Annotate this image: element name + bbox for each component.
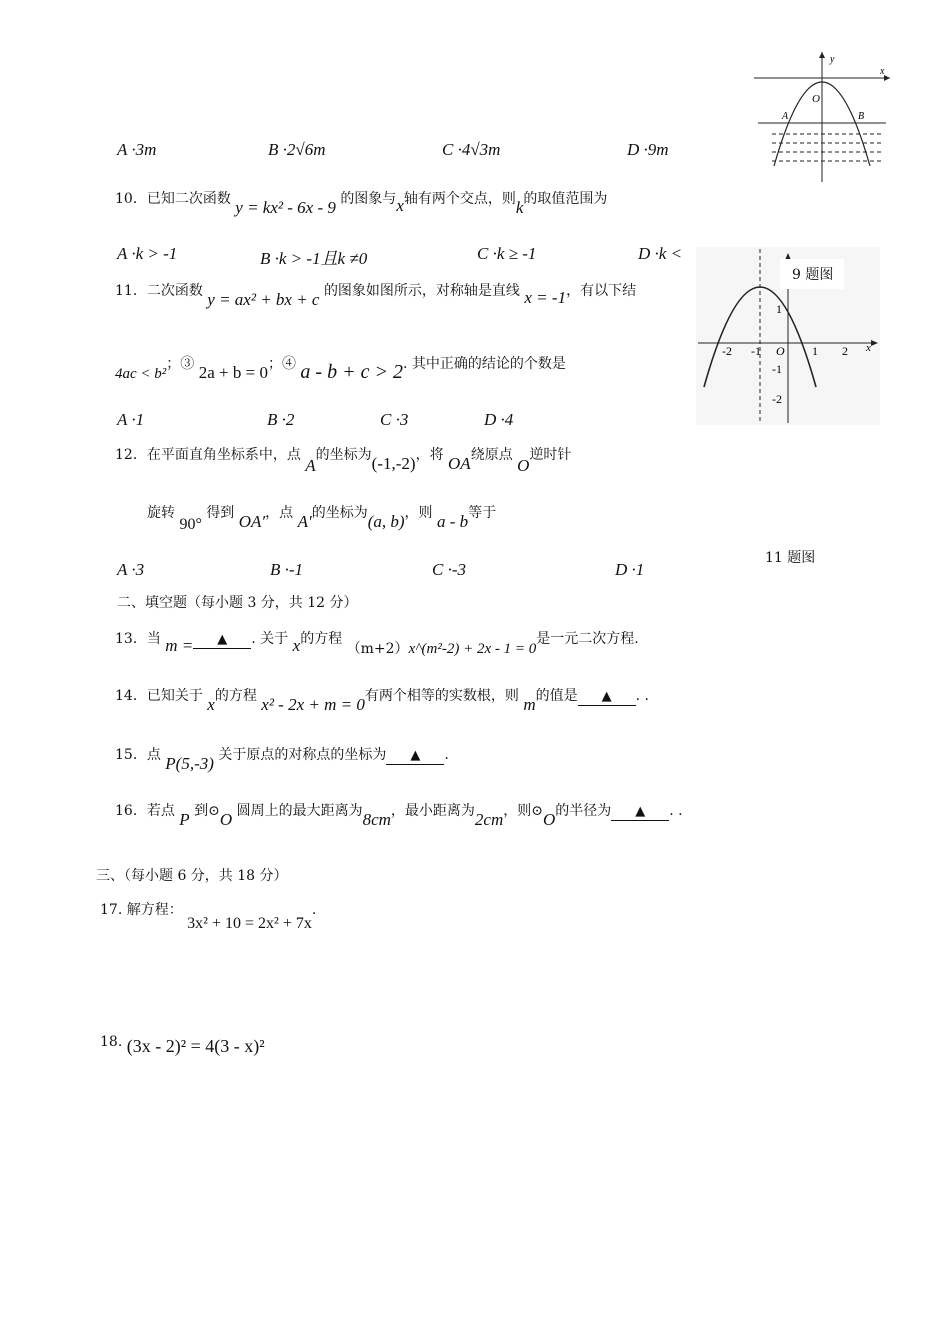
q13	[115, 628, 639, 657]
q13-number: 13．	[115, 631, 147, 647]
q12-option-d: D ·1	[615, 560, 645, 579]
q11-option-d: D ·4	[484, 410, 514, 429]
q12-number: 12．	[115, 447, 147, 463]
q14-var-x: x	[207, 695, 215, 714]
q16-mid: 到⊙	[194, 803, 220, 819]
q12-expr: a - b	[437, 512, 469, 531]
q13-answer-blank[interactable]: ▲	[193, 632, 251, 649]
q15-number: 15．	[115, 747, 147, 763]
q16-mid4: ，则⊙	[503, 803, 543, 819]
q12-line2-mid: 得到	[206, 505, 235, 521]
q12-seg-oa2: OA′	[238, 512, 266, 531]
fig11-x-label: x	[866, 342, 871, 354]
q12-point-a: A	[305, 456, 316, 475]
fig11-ym2: -2	[722, 344, 732, 358]
fig9-x-label: x	[880, 66, 885, 77]
q10-stem	[115, 188, 608, 217]
q16-mid3: ，最小距离为	[390, 803, 475, 819]
fig11-origin: O	[776, 344, 785, 358]
q10-option-b: B ·k > -1且k ≠0	[260, 249, 368, 268]
figure-9-parabola	[752, 48, 892, 183]
q14-mid: 的方程	[214, 688, 257, 704]
figure-9-label: 9 题图	[792, 267, 834, 283]
q15-pre: 点	[146, 747, 161, 763]
q16-post: 的半径为	[555, 803, 612, 819]
q11-tail: . 其中正确的结论的个数是	[402, 356, 566, 372]
q10-option-a: A ·k > -1	[117, 244, 178, 263]
q12-coord2: (a, b)	[367, 512, 405, 531]
q15-answer-blank[interactable]: ▲	[386, 748, 444, 765]
q13-var-x: x	[292, 636, 301, 655]
q16-circle-o2: O	[542, 810, 556, 829]
q10-mid2: 轴有两个交点，则	[403, 191, 516, 207]
q12-option-a: A ·3	[117, 560, 145, 579]
q14-mid2: 有两个相等的实数根，则	[364, 688, 519, 704]
q10-var-x: x	[396, 196, 404, 215]
q12-option-c: C ·-3	[432, 560, 466, 579]
q13-paren: （m+2）	[346, 641, 409, 657]
q13-equation: x^(m²-2) + 2x - 1 = 0	[408, 641, 537, 657]
q12-post: 逆时针	[529, 447, 572, 463]
q14-var-m: m	[523, 695, 536, 714]
q10-post: 的取值范围为	[523, 191, 608, 207]
fig11-ym2-tick: -2	[772, 392, 782, 406]
q16-point-p: P	[179, 810, 190, 829]
q13-var-m: m =	[165, 636, 194, 655]
q11-mid: 的图象如图所示，对称轴是直线	[323, 283, 520, 299]
figure-11-label: 11 题图	[765, 550, 816, 566]
q13-pre: 当	[146, 631, 161, 647]
q10-function: y = kx² - 6x - 9	[235, 198, 336, 217]
q17-tail: .	[311, 902, 317, 918]
q11-function: y = ax² + bx + c	[207, 290, 320, 309]
fig11-x1: 1	[812, 344, 818, 358]
fig11-xm1: -1	[751, 344, 761, 358]
q12-line2-pre: 旋转	[147, 505, 175, 521]
q12-mid: 的坐标为	[315, 447, 372, 463]
q10-number: 10．	[115, 191, 147, 207]
q14-equation: x² - 2x + m = 0	[261, 695, 365, 714]
q11-option-c: C ·3	[380, 410, 409, 429]
q16-pre: 若点	[146, 803, 175, 819]
q16-mid2: 圆周上的最大距离为	[236, 803, 363, 819]
section-3-heading: 三、（每小题 6 分，共 18 分）	[96, 868, 288, 884]
fig11-x2: 2	[842, 344, 848, 358]
q14-number: 14．	[115, 688, 147, 704]
q17-equation: 3x² + 10 = 2x² + 7x	[187, 915, 312, 932]
q11-option-a: A ·1	[117, 410, 145, 429]
q12-line2-mid4: ，则	[404, 505, 433, 521]
q10-mid: 的图象与	[340, 191, 397, 207]
q13-mid: . 关于	[251, 631, 289, 647]
q12-mid3: 绕原点	[470, 447, 513, 463]
q12-angle: 90°	[179, 516, 202, 533]
fig11-y1: 1	[776, 302, 782, 316]
q16-min-distance: 2cm	[474, 810, 504, 829]
q14-tail: . .	[635, 688, 649, 704]
q14-answer-blank[interactable]: ▲	[578, 689, 636, 706]
q12-stem	[115, 444, 572, 475]
q15	[115, 744, 449, 773]
q11-cond3: 2a + b = 0	[198, 363, 268, 382]
q16-circle-o: O	[219, 810, 233, 829]
q10-option-c: C ·k ≥ -1	[477, 244, 537, 263]
q9-option-d: D ·9m	[627, 140, 669, 159]
q16	[115, 800, 683, 829]
q11-number: 11．	[115, 283, 147, 299]
q13-mid2: 的方程	[300, 631, 343, 647]
q15-point: P(5,-3)	[165, 754, 214, 773]
q15-tail: .	[444, 747, 449, 763]
q12-point-o: O	[517, 456, 530, 475]
q11-stem	[115, 280, 637, 309]
fig11-ym1: -1	[772, 362, 782, 376]
q12-coord: (-1,-2)	[371, 454, 416, 473]
q11-axis: x = -1	[524, 288, 567, 307]
section-2-heading: 二、填空题（每小题 3 分，共 12 分）	[117, 595, 358, 611]
q14-post: 的值是	[535, 688, 578, 704]
q10-option-d: D ·k <	[638, 244, 683, 263]
q12-line2-mid2: ，点	[265, 505, 294, 521]
q12-line2	[147, 502, 497, 533]
q17	[100, 900, 317, 932]
q11-sep1: ；③	[166, 356, 195, 372]
q12-line2-post: 等于	[468, 505, 497, 521]
q12-point-a2: A′	[297, 512, 312, 531]
q9-option-b: B ·2√6m	[268, 140, 326, 159]
q12-seg-oa: OA	[448, 454, 471, 473]
q12-pre: 在平面直角坐标系中，点	[146, 447, 301, 463]
q13-post: 是一元二次方程.	[536, 631, 639, 647]
q11-cond-prefix: 4ac < b²	[115, 366, 167, 382]
q10-pre: 已知二次函数	[146, 191, 231, 207]
fig9-y-label: y	[830, 54, 835, 65]
q16-answer-blank[interactable]: ▲	[611, 804, 669, 821]
q15-post: 关于原点的对称点的坐标为	[218, 747, 387, 763]
fig9-point-a: A	[782, 111, 789, 122]
q18-equation: (3x - 2)² = 4(3 - x)²	[126, 1036, 265, 1056]
q12-option-b: B ·-1	[270, 560, 304, 579]
q16-tail: . .	[669, 803, 683, 819]
q11-cond4: a - b + c > 2	[300, 361, 403, 383]
q11-sep2: ；④	[267, 356, 296, 372]
q11-conditions	[115, 352, 566, 383]
q16-max-distance: 8cm	[362, 810, 391, 829]
q10-var-k: k	[515, 198, 524, 217]
q11-option-b: B ·2	[267, 410, 295, 429]
q14-pre: 已知关于	[146, 688, 203, 704]
q16-number: 16．	[115, 803, 147, 819]
q9-option-c: C ·4√3m	[442, 140, 501, 159]
q18-label: 18.	[100, 1034, 123, 1050]
q17-label: 17. 解方程：	[100, 902, 183, 918]
q9-option-a: A ·3m	[117, 140, 157, 159]
figure-11-parabola	[696, 247, 880, 425]
q14	[115, 685, 649, 714]
q11-post: ，有以下结	[566, 283, 637, 299]
fig9-origin-label: O	[812, 93, 820, 105]
q12-line2-mid3: 的坐标为	[311, 505, 368, 521]
q11-pre: 二次函数	[146, 283, 203, 299]
q12-mid2: ，将	[415, 447, 444, 463]
fig9-point-b: B	[858, 111, 865, 122]
q18	[100, 1030, 265, 1056]
